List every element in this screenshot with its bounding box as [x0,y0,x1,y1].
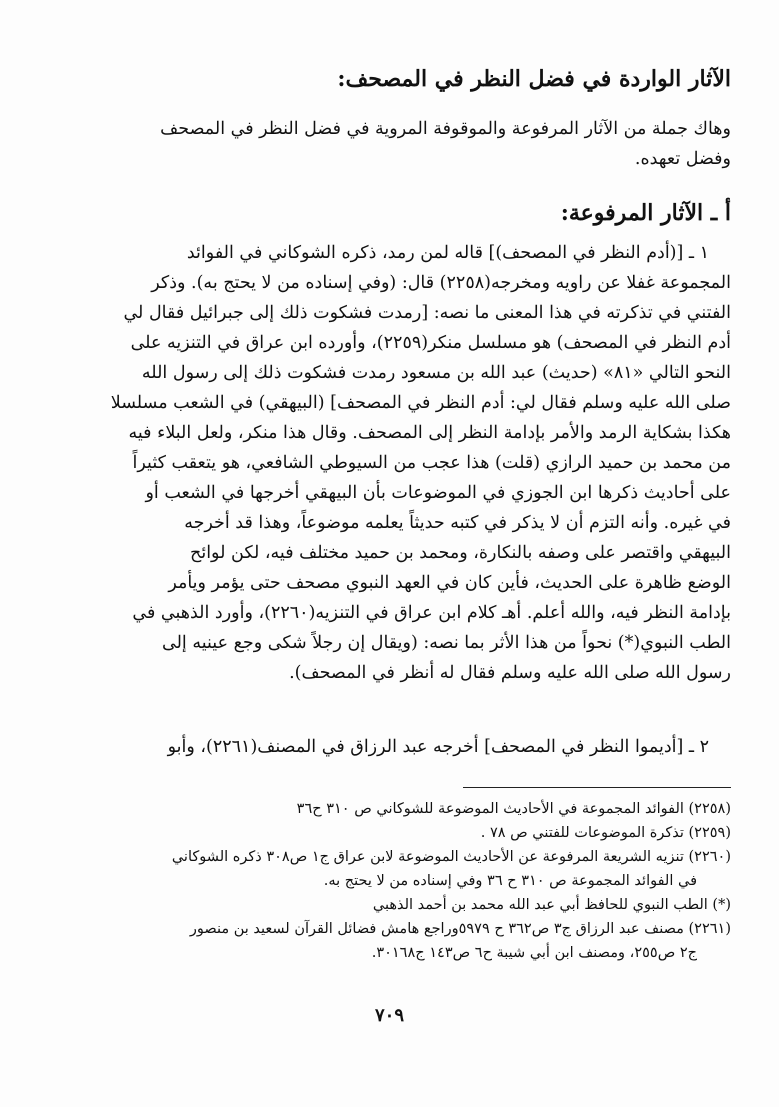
text-line: رسول الله صلى الله عليه وسلم فقال له أنظر في المصحف). [289,663,731,683]
paragraph-1 [41,238,731,688]
footnote-line: ج٢ ص٢٥٥، ومصنف ابن أبي شيبة ح٦ ص١٤٣ ج٣٠١٦٨. [371,945,697,961]
subsection-heading: أ ـ الآثار المرفوعة: [560,200,731,226]
section-heading: الآثار الواردة في فضل النظر في المصحف: [337,66,731,92]
text-line: وهاك جملة من الآثار المرفوعة والموقوفة المروية في فضل النظر في المصحف [160,119,731,139]
text-line: البيهقي واقتصر على وصفه بالنكارة، ومحمد بن حميد مختلف فيه، لكن لوائح [190,543,731,563]
text-line: بإدامة النظر فيه، والله أعلم. أهـ كلام ابن عراق في التنزيه(٢٢٦٠)، وأورد الذهبي في [132,603,731,623]
footnote-line: في الفوائد المجموعة ص ٣١٠ ح ٣٦ وفي إسناده من لا يحتج به. [323,873,697,889]
footnote-line: (٢٢٥٩) تذكرة الموضوعات للفتني ص ٧٨ . [480,825,731,841]
text-line: ١ ـ [(أدم النظر في المصحف)] قاله لمن رمد، ذكره الشوكاني في الفوائد [186,243,709,263]
text-line: الطب النبوي(*) نحواً من هذا الأثر بما نصه: (ويقال إن رجلاً شكى وجع عينيه إلى [162,633,731,653]
footnotes [41,797,731,965]
text-line: ٢ ـ [أديموا النظر في المصحف] أخرجه عبد الرزاق في المصنف(٢٢٦١)، وأبو [167,737,709,757]
text-line: هكذا بشكاية الرمد والأمر بإدامة النظر إلى المصحف. وقال هذا منكر، ولعل البلاء فيه [128,423,731,443]
text-line: الفتني في تذكرته في هذا المعنى ما نصه: [رمدت فشكوت ذلك إلى جبرائيل فقال لي [123,303,731,323]
text-line: في غيره. وأنه التزم أن لا يذكر في كتبه حديثاً يعلمه موضوعاً، وهذا قد أخرجه [184,513,731,533]
text-line: الوضع ظاهرة على الحديث، فأين كان في العهد النبوي مصحف حتى يؤمر ويأمر [168,573,731,593]
footnote-line: (٢٢٦١) مصنف عبد الرزاق ج٣ ص٣٦٢ ح ٥٩٧٩وراجع هامش فضائل القرآن لسعيد بن منصور [189,921,731,937]
text-line: النحو التالي «٨١» (حديث) عبد الله بن مسعود رمدت فشكوت ذلك إلى رسول الله [141,363,731,383]
paragraph-2 [41,732,731,762]
text-line: وفضل تعهده. [634,149,731,169]
footnote-separator [463,787,731,788]
footnote-line: (*) الطب النبوي للحافظ أبي عبد الله محمد بن أحمد الذهبي [372,897,731,913]
page-number: ٧٠٩ [374,1005,404,1026]
text-line: المجموعة غفلا عن راويه ومخرجه(٢٢٥٨) قال: (وفي إسناده من لا يحتج به). وذكر [151,273,731,293]
text-line: صلى الله عليه وسلم فقال لي: أدم النظر في المصحف] (البيهقي) في الشعب مسلسلا [110,393,731,413]
footnote-line: (٢٢٦٠) تنزيه الشريعة المرفوعة عن الأحاديث الموضوعة لابن عراق ج١ ص٣٠٨ ذكره الشوكاني [171,849,731,865]
text-line: على أحاديث ذكرها ابن الجوزي في الموضوعات بأن البيهقي أخرجها في الشعب أو [145,483,731,503]
footnote-line: (٢٢٥٨) الفوائد المجموعة في الأحاديث الموضوعة للشوكاني ص ٣١٠ ح٣٦ [296,801,731,817]
intro-paragraph [41,114,731,174]
text-line: من محمد بن حميد الرازي (قلت) هذا عجب من السيوطي الشافعي، هو يتعقب كثيراً [132,453,731,473]
text-line: أدم النظر في المصحف) هو مسلسل منكر(٢٢٥٩)، وأورده ابن عراق في التنزيه على [130,333,731,353]
